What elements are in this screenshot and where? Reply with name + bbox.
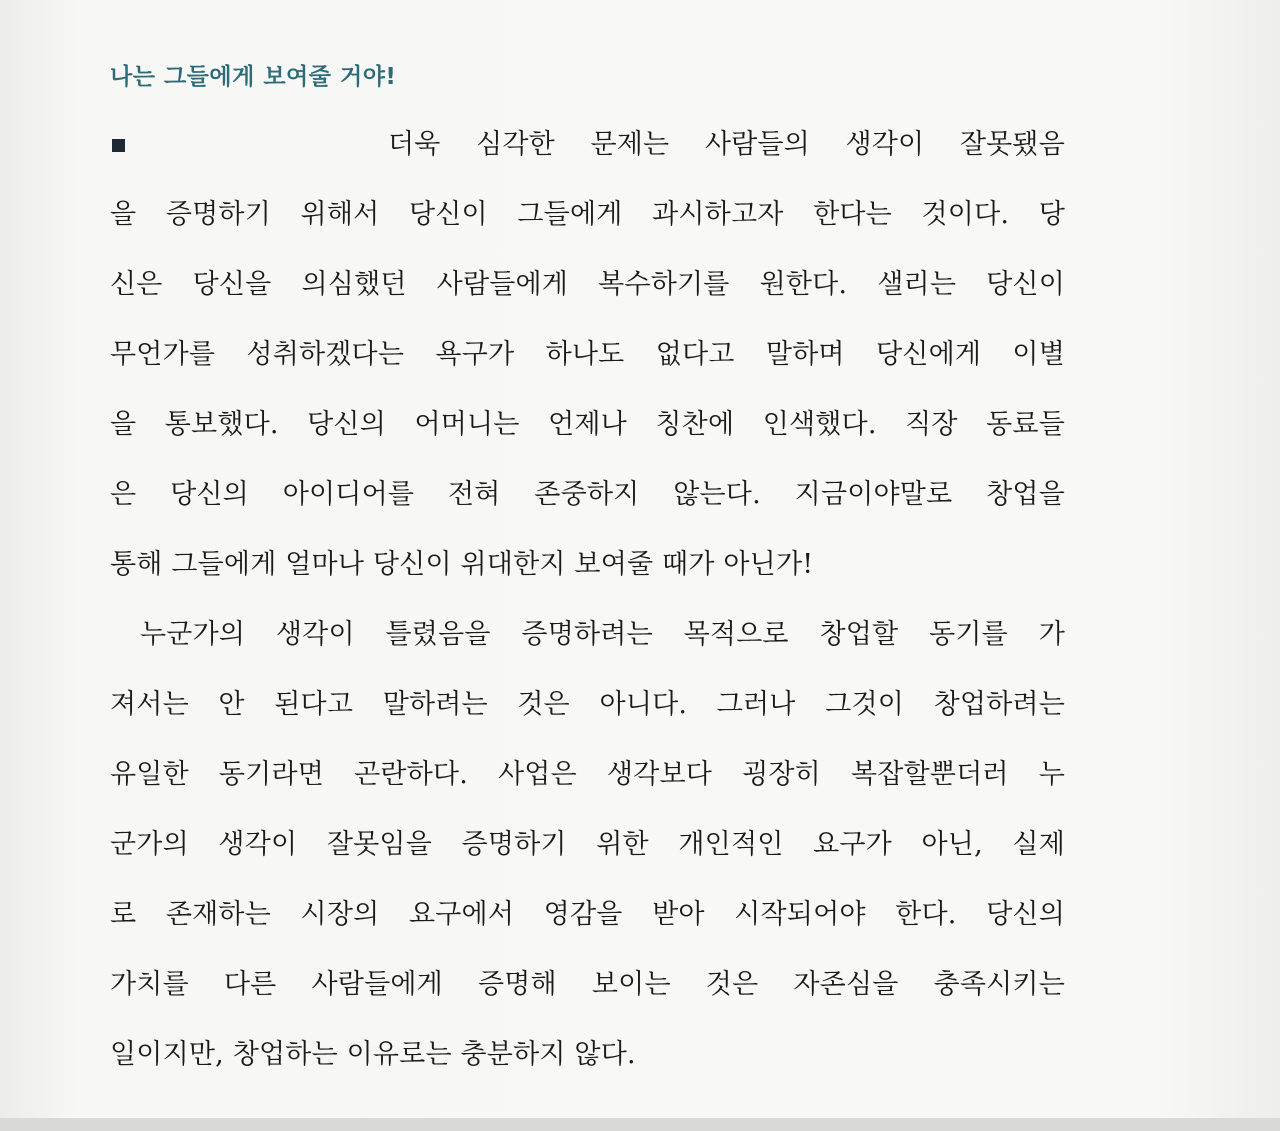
section-heading: 나는 그들에게 보여줄 거야! — [110, 64, 397, 90]
text-line-6: 은 당신의 아이디어를 전혀 존중하지 않는다. 지금이야말로 창업을 — [110, 479, 1065, 510]
text-line-2: 을 증명하기 위해서 당신이 그들에게 과시하고자 한다는 것이다. 당 — [110, 199, 1065, 230]
text-line-1: 더욱 심각한 문제는 사람들의 생각이 잘못됐음 — [388, 129, 1065, 160]
bullet-marker — [112, 139, 125, 152]
text-line-8: 누군가의 생각이 틀렸음을 증명하려는 목적으로 창업할 동기를 가 — [140, 619, 1065, 650]
text-line-3: 신은 당신을 의심했던 사람들에게 복수하기를 원한다. 샐리는 당신이 — [110, 269, 1065, 300]
text-line-7: 통해 그들에게 얼마나 당신이 위대한지 보여줄 때가 아닌가! — [110, 549, 814, 580]
text-line-4: 무언가를 성취하겠다는 욕구가 하나도 없다고 말하며 당신에게 이별 — [110, 339, 1065, 370]
text-line-9: 져서는 안 된다고 말하려는 것은 아니다. 그러나 그것이 창업하려는 — [110, 689, 1065, 720]
text-line-13: 가치를 다른 사람들에게 증명해 보이는 것은 자존심을 충족시키는 — [110, 969, 1065, 1000]
text-line-12: 로 존재하는 시장의 요구에서 영감을 받아 시작되어야 한다. 당신의 — [110, 899, 1065, 930]
text-line-11: 군가의 생각이 잘못임을 증명하기 위한 개인적인 요구가 아닌, 실제 — [110, 829, 1065, 860]
text-line-14: 일이지만, 창업하는 이유로는 충분하지 않다. — [110, 1039, 636, 1070]
text-line-10: 유일한 동기라면 곤란하다. 사업은 생각보다 굉장히 복잡할뿐더러 누 — [110, 759, 1065, 790]
text-line-5: 을 통보했다. 당신의 어머니는 언제나 칭찬에 인색했다. 직장 동료들 — [110, 409, 1065, 440]
page-bottom-edge — [0, 1118, 1280, 1131]
